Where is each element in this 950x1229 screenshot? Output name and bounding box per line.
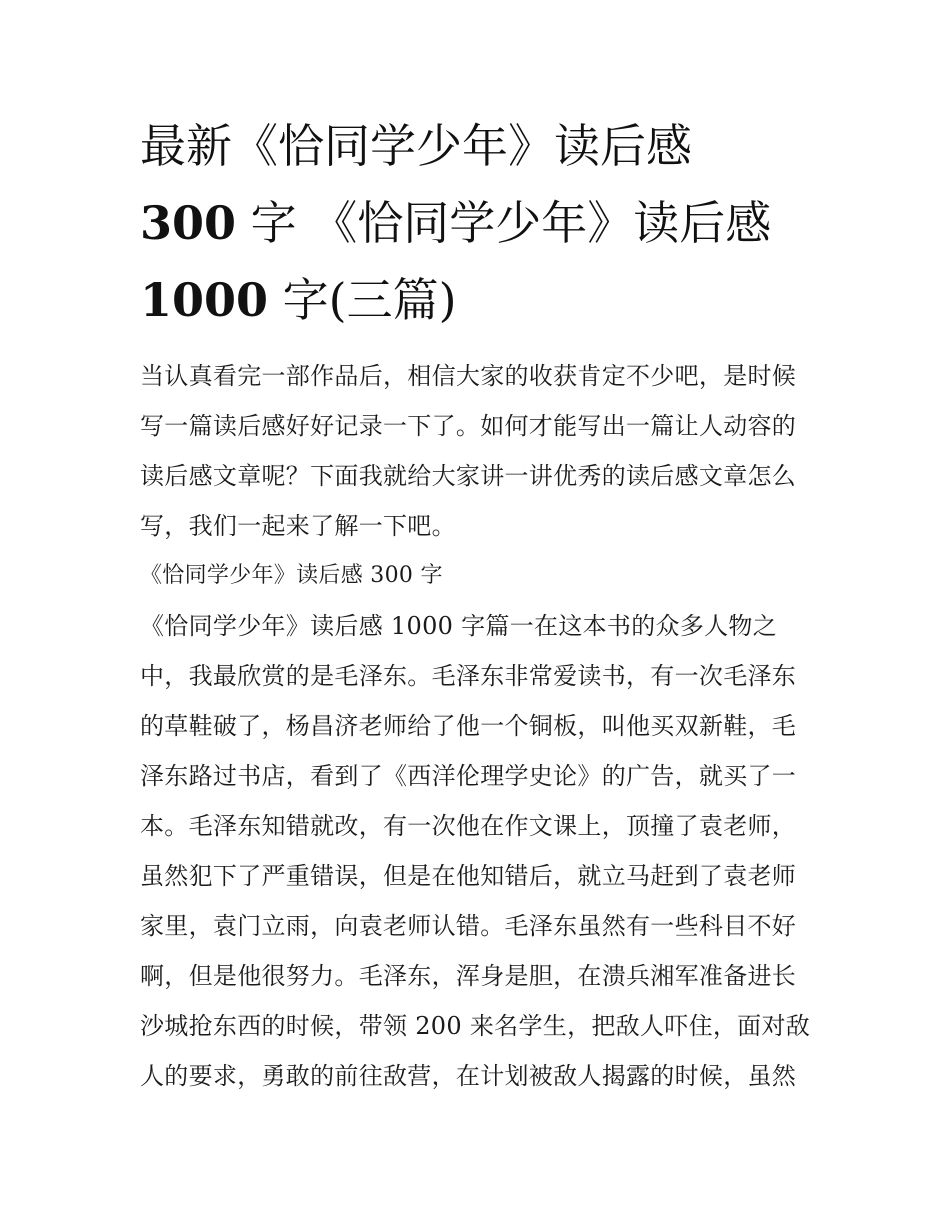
body-line: 泽东路过书店，看到了《西洋伦理学史论》的广告，就买了一: [140, 762, 797, 790]
body-line: 《恰同学少年》读后感 1000 字篇一在这本书的众多人物之: [140, 612, 778, 640]
body-line: 本。毛泽东知错就改，有一次他在作文课上，顶撞了袁老师，: [140, 812, 797, 840]
body-line: 家里，袁门立雨，向袁老师认错。毛泽东虽然有一些科目不好: [140, 912, 797, 940]
document-title: [140, 108, 820, 339]
title-line-1: [140, 108, 820, 185]
document-content: [140, 108, 820, 1101]
body-line: 的草鞋破了，杨昌济老师给了他一个铜板，叫他买双新鞋，毛: [140, 712, 797, 740]
body-line: 沙城抢东西的时候，带领 200 来名学生，把敌人吓住，面对敌: [140, 1012, 811, 1040]
title-line-3: [140, 262, 820, 339]
subheading-text: 《恰同学少年》读后感 300 字: [140, 563, 443, 588]
intro-line: 写一篇读后感好好记录一下了。如何才能写出一篇让人动容的: [140, 412, 797, 440]
title-line-2-text: 字 《恰同学少年》读后感: [236, 196, 772, 250]
intro-paragraph: [140, 351, 820, 551]
intro-line: 读后感文章呢？下面我就给大家讲一讲优秀的读后感文章怎么: [140, 462, 797, 490]
title-line-2: [140, 185, 820, 262]
subheading: [140, 551, 820, 601]
body-line: 中，我最欣赏的是毛泽东。毛泽东非常爱读书，有一次毛泽东: [140, 662, 797, 690]
title-line-3-text: 字(三篇): [268, 273, 457, 327]
intro-line: 写，我们一起来了解一下吧。: [140, 512, 456, 540]
title-line-3-number: 1000: [140, 273, 269, 327]
title-line-2-number: 300: [140, 196, 237, 250]
body-line: 啊，但是他很努力。毛泽东，浑身是胆，在溃兵湘军准备进长: [140, 962, 797, 990]
title-line-1-text: 最新《恰同学少年》读后感: [140, 119, 692, 173]
body-line: 人的要求，勇敢的前往敌营，在计划被敌人揭露的时候，虽然: [140, 1062, 797, 1090]
body-paragraph: [140, 601, 820, 1101]
intro-line: 当认真看完一部作品后，相信大家的收获肯定不少吧，是时候: [140, 362, 797, 390]
body-line: 虽然犯下了严重错误，但是在他知错后，就立马赶到了袁老师: [140, 862, 797, 890]
